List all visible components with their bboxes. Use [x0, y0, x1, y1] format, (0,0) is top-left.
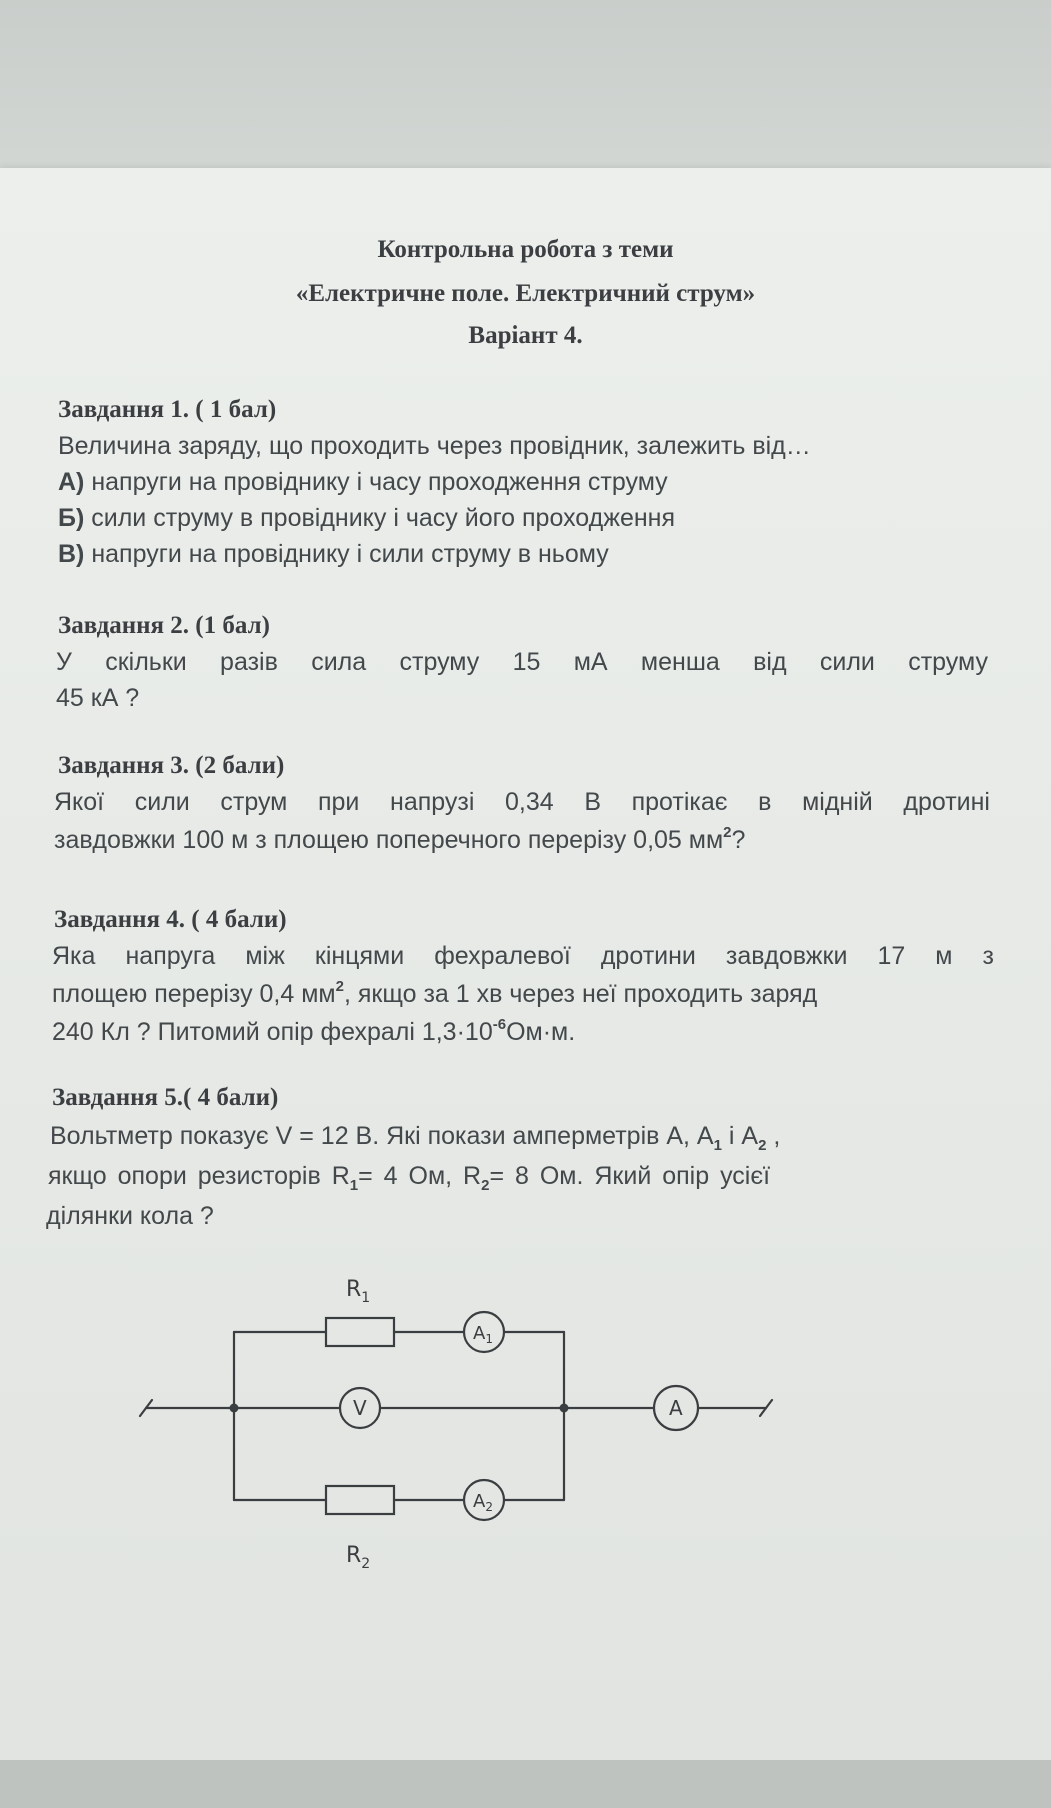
task1-option-b-label: Б) [58, 504, 85, 532]
task5-text-line2-b: = 4 Ом, R [358, 1162, 482, 1190]
task5-text-line1-c: , [766, 1122, 781, 1150]
task1-option-a [58, 468, 668, 497]
task5-text-line3: ділянки кола ? [46, 1202, 214, 1230]
task4-title: Завдання 4. ( 4 бали) [54, 906, 287, 933]
task3-mm-exponent: 2 [723, 824, 732, 841]
task2-text-line2: 45 кА ? [56, 684, 140, 712]
task1-option-a-label: А) [58, 468, 85, 496]
task1-option-a-text: напруги на провіднику і часу проходження струму [91, 468, 668, 496]
task4-text-line2 [52, 980, 817, 1009]
task5-text-line1-a: Вольтметр показує V = 12 В. Які покази амперметрів А, А [50, 1122, 714, 1150]
task4-text-line3 [52, 1018, 575, 1047]
task3-text-line2-main: завдовжки 100 м з площею поперечного перерізу 0,05 мм [54, 826, 724, 854]
circuit-diagram [0, 1250, 1051, 1590]
task1-title: Завдання 1. ( 1 бал) [58, 396, 277, 423]
task4-text-line2-b: , якщо за 1 хв через неї проходить заряд [343, 980, 818, 1008]
ammeter-a1-label: $A_1$ [473, 1323, 493, 1346]
resistor-r1-label: $R_1$ [346, 1277, 371, 1306]
task5-text-line2-c: = 8 Ом. Який опір усієї [489, 1162, 771, 1190]
ammeter-a-label: A [669, 1396, 683, 1420]
task5-title: Завдання 5.( 4 бали) [52, 1084, 279, 1111]
resistor-r2-label: $R_2$ [346, 1543, 371, 1572]
task4-text-line3-b: Ом·м. [506, 1018, 576, 1046]
header-topic-line: Контрольна робота з теми [377, 236, 674, 263]
task4-text-line2-a: площею перерізу 0,4 мм [52, 980, 336, 1008]
task5-r1-subscript: 1 [349, 1177, 359, 1194]
task5-text-line1 [50, 1122, 781, 1154]
task2-title: Завдання 2. (1 бал) [58, 612, 270, 639]
voltmeter-label: V [353, 1396, 367, 1420]
right-node-dot [560, 1404, 569, 1413]
header-variant-line: Варіант 4. [468, 322, 583, 349]
task5-text-line2-a: якщо опори резисторів R [48, 1162, 350, 1190]
task3-question-mark: ? [731, 826, 746, 854]
task1-option-b [58, 504, 675, 533]
task1-option-c-text: напруги на провіднику і сили струму в ньому [91, 540, 609, 568]
task4-power-exponent: -6 [492, 1016, 507, 1033]
task1-option-b-text: сили струму в провіднику і часу його проходження [91, 504, 676, 532]
task5-r2-subscript: 2 [481, 1177, 490, 1194]
task4-text-line3-a: 240 Кл ? Питомий опір фехралі 1,3·10 [52, 1018, 493, 1046]
task3-title: Завдання 3. (2 бали) [58, 752, 285, 779]
table-surface [0, 1760, 1051, 1808]
task3-text-line2 [54, 826, 745, 855]
task5-text-line2 [48, 1162, 771, 1194]
task5-text-line1-b: і А [721, 1122, 759, 1150]
task5-a1-subscript: 1 [713, 1137, 722, 1154]
task2-text-line1: У скільки разів сила струму 15 мА менша від сили струму [56, 648, 988, 676]
task1-option-c [58, 540, 609, 569]
left-node-dot [230, 1404, 239, 1413]
ammeter-a2-label: $A_2$ [473, 1491, 493, 1514]
task4-mm-exponent: 2 [335, 978, 344, 995]
task5-a2-subscript: 2 [758, 1137, 767, 1154]
task4-text-line1: Яка напруга між кінцями фехралевої дротини завдовжки 17 м з [52, 942, 994, 970]
task1-option-c-label: В) [58, 540, 85, 568]
header-title-line: «Електричне поле. Електричний струм» [295, 280, 756, 307]
resistor-r1 [326, 1318, 394, 1346]
resistor-r2 [326, 1486, 394, 1514]
task1-question: Величина заряду, що проходить через провідник, залежить від… [58, 432, 811, 460]
task3-text-line1: Якої сили струм при напрузі 0,34 В протікає в мідній дротині [54, 788, 990, 816]
